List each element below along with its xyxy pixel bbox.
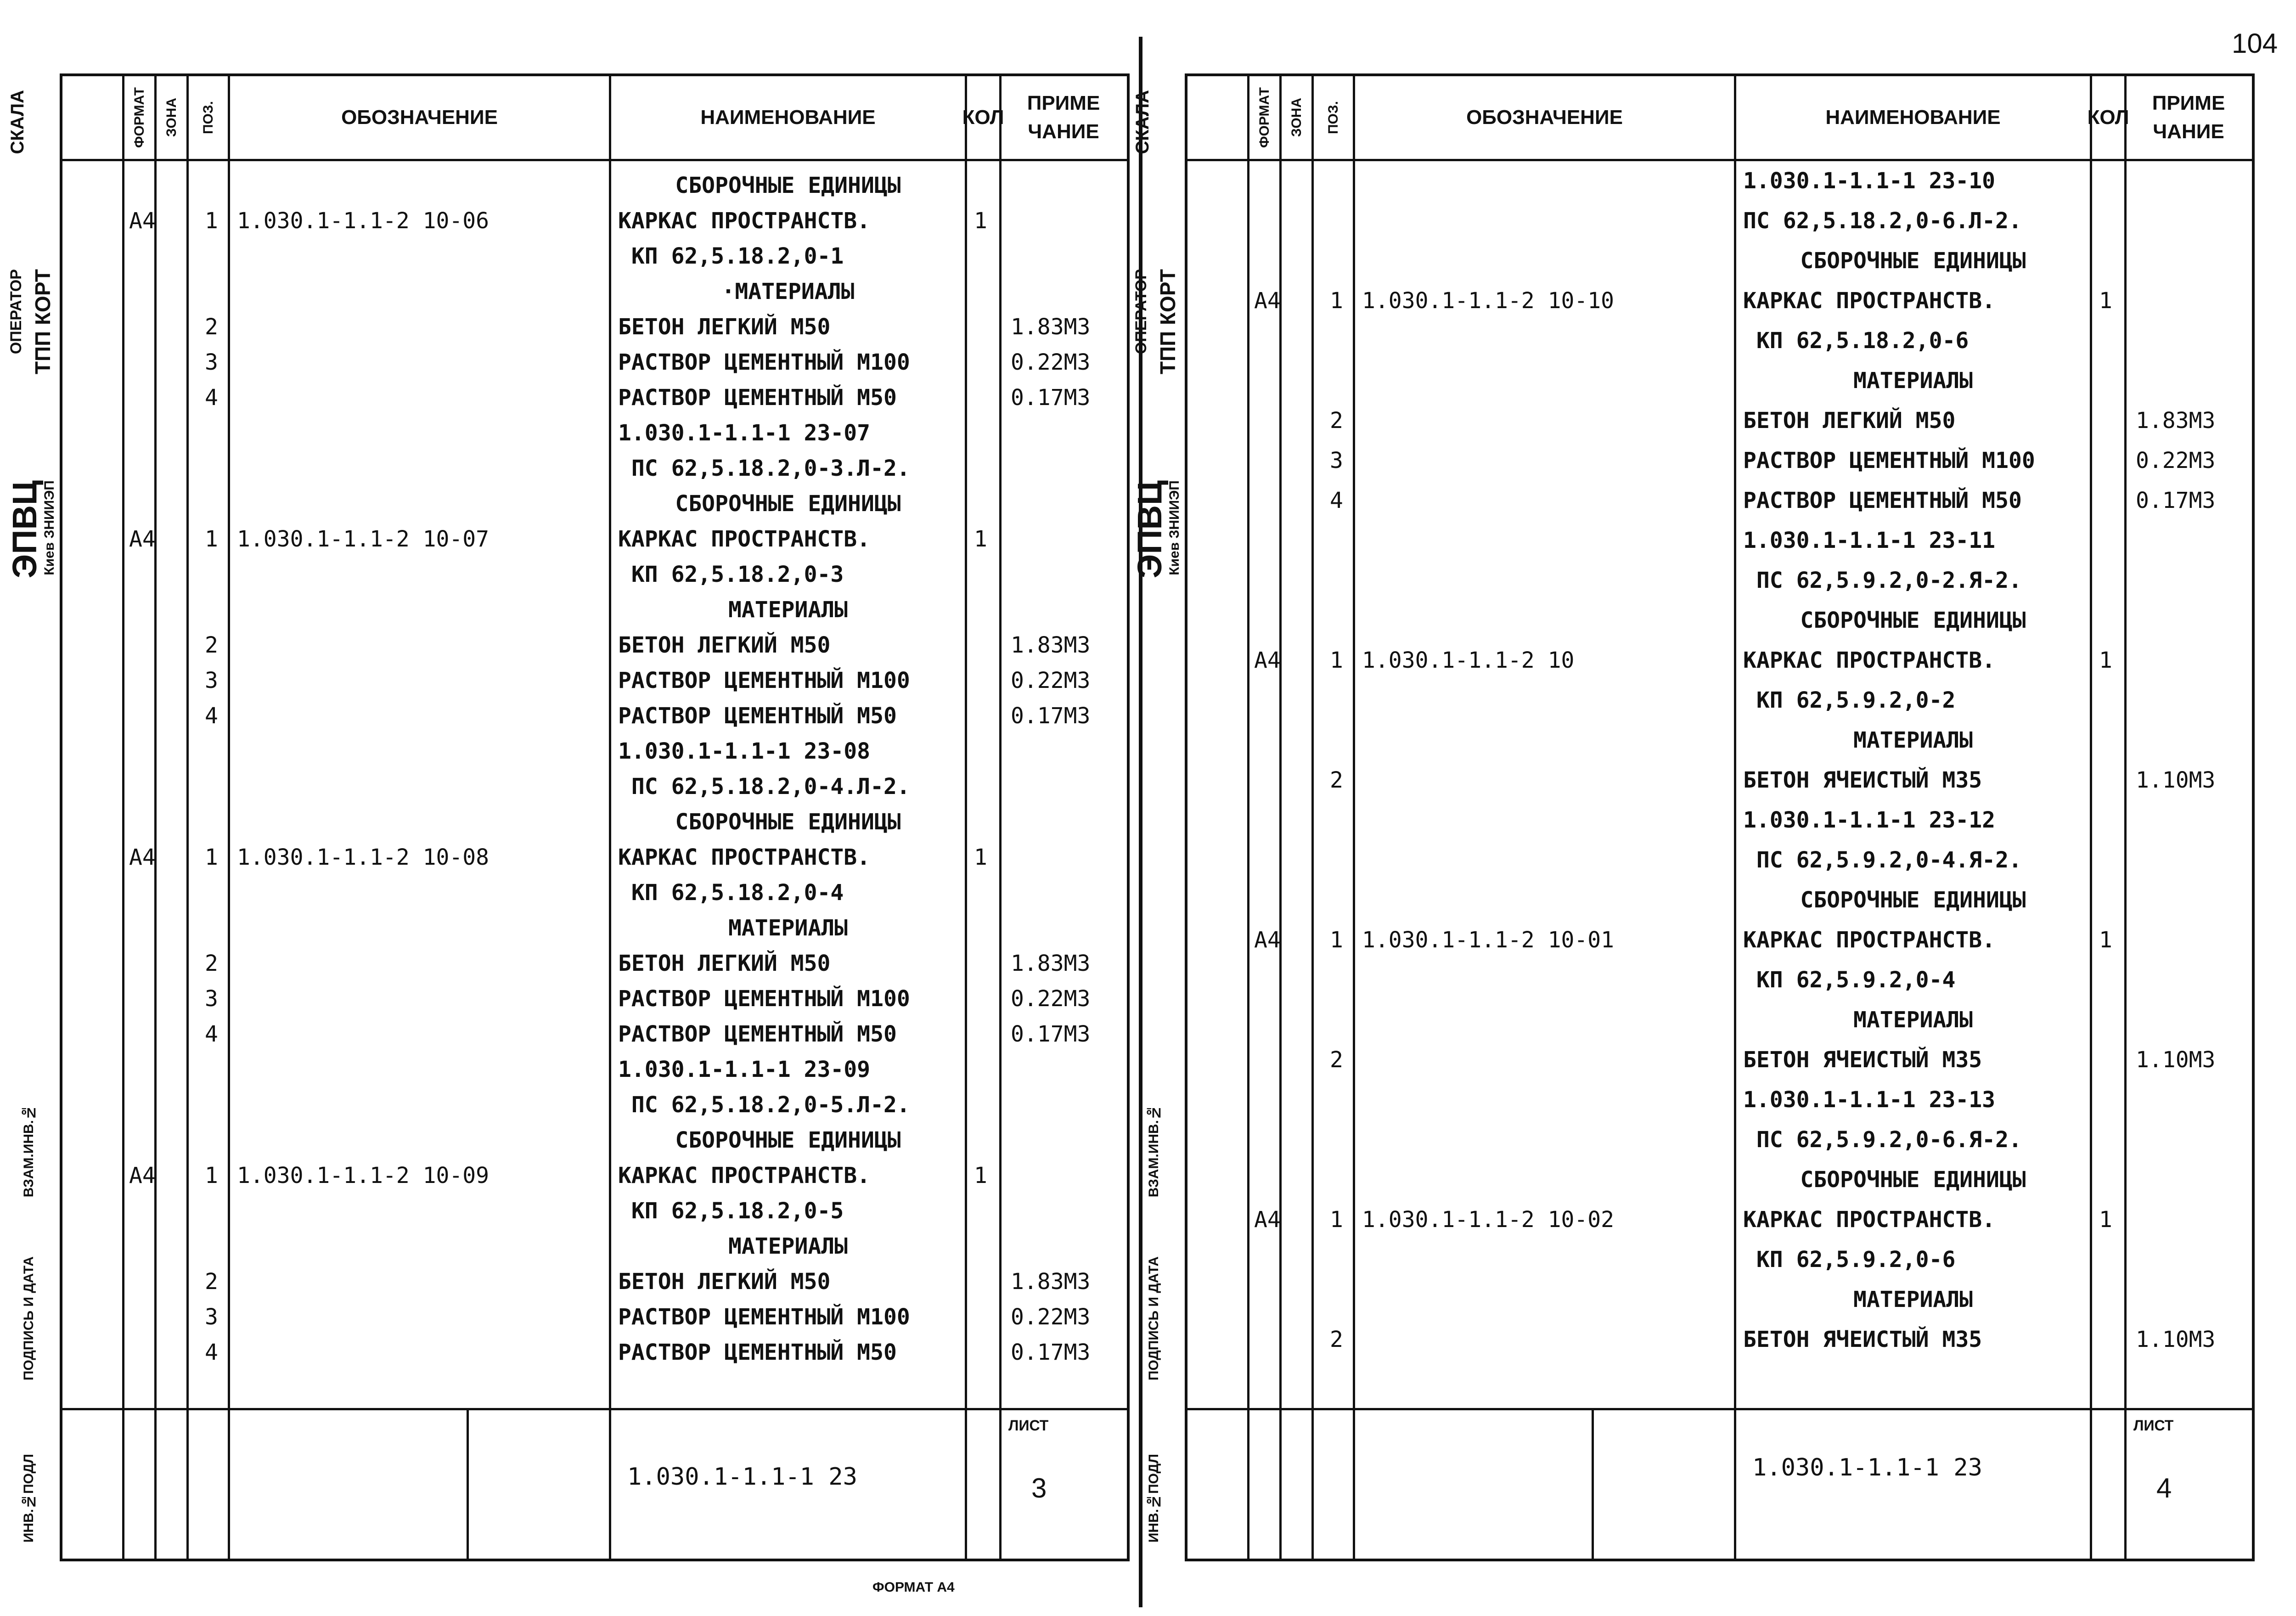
- row-name: 1.030.1-1.1-1 23-09: [618, 1057, 871, 1082]
- row-name: КП 62,5.18.2,0-1: [618, 243, 844, 269]
- row-qty: 1: [2099, 1207, 2112, 1233]
- row-name: ПС 62,5.18.2,0-6.Л-2.: [1743, 208, 2022, 234]
- row-pos: 2: [1330, 1047, 1343, 1073]
- row-qty: 1: [974, 845, 987, 870]
- row-pos: 1: [1330, 927, 1343, 953]
- row-name: БЕТОН ЯЧЕИСТЫЙ М35: [1743, 1047, 1982, 1073]
- row-name: 1.030.1-1.1-1 23-12: [1743, 807, 1996, 833]
- row-name: СБОРОЧНЫЕ ЕДИНИЦЫ: [675, 809, 901, 835]
- row-note: 1.83М3: [1011, 1269, 1091, 1295]
- row-note: 0.17М3: [1011, 385, 1091, 411]
- row-des: 1.030.1-1.1-2 10-07: [237, 526, 490, 552]
- row-name: БЕТОН ЛЕГКИЙ М50: [618, 632, 831, 658]
- row-name: РАСТВОР ЦЕМЕНТНЫЙ М100: [618, 668, 910, 693]
- row-name: БЕТОН ЛЕГКИЙ М50: [618, 951, 831, 976]
- row-pos: 3: [205, 349, 218, 375]
- row-name: КП 62,5.9.2,0-6: [1743, 1247, 1956, 1273]
- row-note: 1.10М3: [2136, 1047, 2216, 1073]
- sheet-number: 3: [1031, 1473, 1047, 1503]
- row-pos: 4: [1330, 488, 1343, 513]
- side-stamp-bottom: ВЗАМ.ИНВ.№ ПОДПИСЬ И ДАТА ИНВ.№ПОДЛ: [3, 1087, 62, 1560]
- row-pos: 3: [1330, 448, 1343, 473]
- row-name: ПС 62,5.18.2,0-5.Л-2.: [618, 1092, 910, 1118]
- row-name: 1.030.1-1.1-1 23-13: [1743, 1087, 1996, 1113]
- row-pos: 1: [1330, 648, 1343, 673]
- doc-code: 1.030.1-1.1-1 23: [1752, 1454, 1982, 1481]
- row-name: РАСТВОР ЦЕМЕНТНЫЙ М50: [618, 385, 897, 411]
- header-qty: КОЛ: [2087, 106, 2129, 129]
- row-name: МАТЕРИАЛЫ: [1853, 1287, 1973, 1312]
- header-name: НАИМЕНОВАНИЕ: [700, 106, 876, 129]
- row-des: 1.030.1-1.1-2 10-01: [1362, 927, 1615, 953]
- header-zone: ЗОНА: [163, 98, 179, 137]
- row-name: БЕТОН ЛЕГКИЙ М50: [1743, 408, 1956, 434]
- row-qty: 1: [974, 208, 987, 234]
- row-name: КП 62,5.18.2,0-6: [1743, 328, 1969, 354]
- row-name: РАСТВОР ЦЕМЕНТНЫЙ М50: [618, 1340, 897, 1365]
- row-pos: 1: [205, 1163, 218, 1188]
- sheet-label: ЛИСТ: [2133, 1417, 2174, 1434]
- row-note: 0.22М3: [1011, 1304, 1091, 1330]
- row-note: 0.22М3: [2136, 448, 2216, 473]
- row-fmt: А4: [1254, 648, 1281, 673]
- row-pos: 1: [1330, 288, 1343, 314]
- row-name: КП 62,5.18.2,0-5: [618, 1198, 844, 1224]
- sheet-number: 4: [2156, 1473, 2172, 1503]
- row-name: КАРКАС ПРОСТРАНСТВ.: [618, 1163, 871, 1188]
- row-name: СБОРОЧНЫЕ ЕДИНИЦЫ: [1800, 1167, 2026, 1193]
- row-name: СБОРОЧНЫЕ ЕДИНИЦЫ: [1800, 248, 2026, 274]
- header-note: ПРИМЕ ЧАНИЕ: [1027, 92, 1100, 143]
- row-pos: 2: [205, 632, 218, 658]
- row-name: ПС 62,5.18.2,0-4.Л-2.: [618, 774, 910, 800]
- row-pos: 2: [1330, 1327, 1343, 1352]
- row-name: КАРКАС ПРОСТРАНСТВ.: [618, 526, 871, 552]
- row-qty: 1: [974, 1163, 987, 1188]
- row-name: КП 62,5.18.2,0-3: [618, 562, 844, 587]
- row-name: КАРКАС ПРОСТРАНСТВ.: [618, 208, 871, 234]
- row-name: 1.030.1-1.1-1 23-11: [1743, 528, 1996, 553]
- row-pos: 3: [205, 986, 218, 1012]
- row-name: МАТЕРИАЛЫ: [728, 915, 848, 941]
- row-name: 1.030.1-1.1-1 23-07: [618, 420, 871, 446]
- row-note: 0.17М3: [2136, 488, 2216, 513]
- row-note: 1.10М3: [2136, 767, 2216, 793]
- row-pos: 2: [1330, 408, 1343, 434]
- row-name: КП 62,5.9.2,0-2: [1743, 687, 1956, 713]
- sheet-label: ЛИСТ: [1008, 1417, 1049, 1434]
- row-name: КП 62,5.18.2,0-4: [618, 880, 844, 906]
- header-pos: ПОЗ.: [200, 101, 216, 135]
- header-name: НАИМЕНОВАНИЕ: [1825, 106, 2001, 129]
- row-des: 1.030.1-1.1-2 10-02: [1362, 1207, 1615, 1233]
- row-name: БЕТОН ЛЕГКИЙ М50: [618, 1269, 831, 1295]
- row-pos: 3: [205, 1304, 218, 1330]
- header-designation: ОБОЗНАЧЕНИЕ: [341, 106, 498, 129]
- row-name: РАСТВОР ЦЕМЕНТНЫЙ М50: [1743, 488, 2022, 513]
- row-name: БЕТОН ЯЧЕИСТЫЙ М35: [1743, 767, 1982, 793]
- row-name: ПС 62,5.9.2,0-6.Я-2.: [1743, 1127, 2022, 1153]
- row-fmt: А4: [129, 208, 156, 234]
- row-pos: 4: [205, 703, 218, 729]
- row-name: КАРКАС ПРОСТРАНСТВ.: [1743, 927, 1996, 953]
- row-fmt: А4: [129, 845, 156, 870]
- row-fmt: А4: [1254, 1207, 1281, 1233]
- row-fmt: А4: [129, 526, 156, 552]
- row-note: 0.17М3: [1011, 1340, 1091, 1365]
- row-name: РАСТВОР ЦЕМЕНТНЫЙ М100: [618, 986, 910, 1012]
- row-pos: 2: [205, 951, 218, 976]
- row-name: ПС 62,5.18.2,0-3.Л-2.: [618, 456, 910, 481]
- row-note: 1.83М3: [2136, 408, 2216, 434]
- row-name: РАСТВОР ЦЕМЕНТНЫЙ М100: [618, 349, 910, 375]
- row-pos: 4: [205, 1021, 218, 1047]
- side-stamp-bottom: ВЗАМ.ИНВ.№ ПОДПИСЬ И ДАТА ИНВ.№ПОДЛ: [1128, 1087, 1187, 1560]
- row-name: ПС 62,5.9.2,0-2.Я-2.: [1743, 568, 2022, 593]
- row-name: ПС 62,5.9.2,0-4.Я-2.: [1743, 847, 2022, 873]
- row-name: СБОРОЧНЫЕ ЕДИНИЦЫ: [1800, 608, 2026, 633]
- row-name: КАРКАС ПРОСТРАНСТВ.: [1743, 288, 1996, 314]
- row-pos: 1: [205, 526, 218, 552]
- row-des: 1.030.1-1.1-2 10-09: [237, 1163, 490, 1188]
- row-name: МАТЕРИАЛЫ: [728, 597, 848, 623]
- row-fmt: А4: [129, 1163, 156, 1188]
- row-pos: 2: [205, 314, 218, 340]
- header-pos: ПОЗ.: [1325, 101, 1341, 135]
- row-pos: 2: [205, 1269, 218, 1295]
- header-qty: КОЛ: [962, 106, 1004, 129]
- row-name: КП 62,5.9.2,0-4: [1743, 967, 1956, 993]
- row-qty: 1: [2099, 648, 2112, 673]
- row-name: 1.030.1-1.1-1 23-10: [1743, 168, 1996, 194]
- row-name: БЕТОН ЛЕГКИЙ М50: [618, 314, 831, 340]
- header-format: ФОРМАТ: [1256, 87, 1272, 148]
- row-pos: 1: [1330, 1207, 1343, 1233]
- row-fmt: А4: [1254, 927, 1281, 953]
- header-note: ПРИМЕ ЧАНИЕ: [2152, 92, 2225, 143]
- row-note: 1.83М3: [1011, 632, 1091, 658]
- row-name: СБОРОЧНЫЕ ЕДИНИЦЫ: [675, 173, 901, 198]
- row-pos: 1: [205, 845, 218, 870]
- row-note: 1.83М3: [1011, 951, 1091, 976]
- row-note: 0.17М3: [1011, 703, 1091, 729]
- row-note: 0.22М3: [1011, 986, 1091, 1012]
- row-name: СБОРОЧНЫЕ ЕДИНИЦЫ: [675, 491, 901, 517]
- row-name: МАТЕРИАЛЫ: [1853, 1007, 1973, 1033]
- row-note: 0.22М3: [1011, 668, 1091, 693]
- row-fmt: А4: [1254, 288, 1281, 314]
- side-stamp-top: СКАЛА ОПЕРАТОР ТПП КОРТ ЭПВЦ Киев ЗНИИЭП: [1128, 76, 1187, 627]
- row-des: 1.030.1-1.1-2 10-10: [1362, 288, 1615, 314]
- row-pos: 2: [1330, 767, 1343, 793]
- header-zone: ЗОНА: [1289, 98, 1304, 137]
- row-name: РАСТВОР ЦЕМЕНТНЫЙ М100: [618, 1304, 910, 1330]
- row-qty: 1: [2099, 288, 2112, 314]
- row-name: КАРКАС ПРОСТРАНСТВ.: [1743, 648, 1996, 673]
- side-stamp-top: СКАЛА ОПЕРАТОР ТПП КОРТ ЭПВЦ Киев ЗНИИЭП: [3, 76, 62, 627]
- row-note: 1.10М3: [2136, 1327, 2216, 1352]
- row-des: 1.030.1-1.1-2 10: [1362, 648, 1575, 673]
- format-label: ФОРМАТ А4: [872, 1580, 955, 1595]
- row-pos: 4: [205, 1340, 218, 1365]
- row-qty: 1: [974, 526, 987, 552]
- row-qty: 1: [2099, 927, 2112, 953]
- row-name: КАРКАС ПРОСТРАНСТВ.: [618, 845, 871, 870]
- spec-sheet-right: [1131, 73, 2255, 1561]
- row-pos: 1: [205, 208, 218, 234]
- row-name: РАСТВОР ЦЕМЕНТНЫЙ М50: [618, 703, 897, 729]
- row-note: 0.17М3: [1011, 1021, 1091, 1047]
- row-name: СБОРОЧНЫЕ ЕДИНИЦЫ: [675, 1127, 901, 1153]
- row-name: РАСТВОР ЦЕМЕНТНЫЙ М50: [618, 1021, 897, 1047]
- row-name: СБОРОЧНЫЕ ЕДИНИЦЫ: [1800, 887, 2026, 913]
- row-name: РАСТВОР ЦЕМЕНТНЫЙ М100: [1743, 448, 2035, 473]
- row-note: 1.83М3: [1011, 314, 1091, 340]
- doc-code: 1.030.1-1.1-1 23: [627, 1463, 857, 1491]
- row-des: 1.030.1-1.1-2 10-08: [237, 845, 490, 870]
- header-designation: ОБОЗНАЧЕНИЕ: [1466, 106, 1623, 129]
- row-name: МАТЕРИАЛЫ: [728, 1233, 848, 1259]
- row-name: МАТЕРИАЛЫ: [1853, 368, 1973, 394]
- spec-sheet-left: [6, 73, 1130, 1561]
- corner-page-number: 104: [2232, 28, 2278, 59]
- row-note: 0.22М3: [1011, 349, 1091, 375]
- row-name: МАТЕРИАЛЫ: [1853, 727, 1973, 753]
- header-format: ФОРМАТ: [131, 87, 147, 148]
- row-pos: 3: [205, 668, 218, 693]
- row-name: КАРКАС ПРОСТРАНСТВ.: [1743, 1207, 1996, 1233]
- row-pos: 4: [205, 385, 218, 411]
- row-name: ·МАТЕРИАЛЫ: [721, 279, 855, 304]
- row-des: 1.030.1-1.1-2 10-06: [237, 208, 490, 234]
- row-name: БЕТОН ЯЧЕИСТЫЙ М35: [1743, 1327, 1982, 1352]
- row-name: 1.030.1-1.1-1 23-08: [618, 738, 871, 764]
